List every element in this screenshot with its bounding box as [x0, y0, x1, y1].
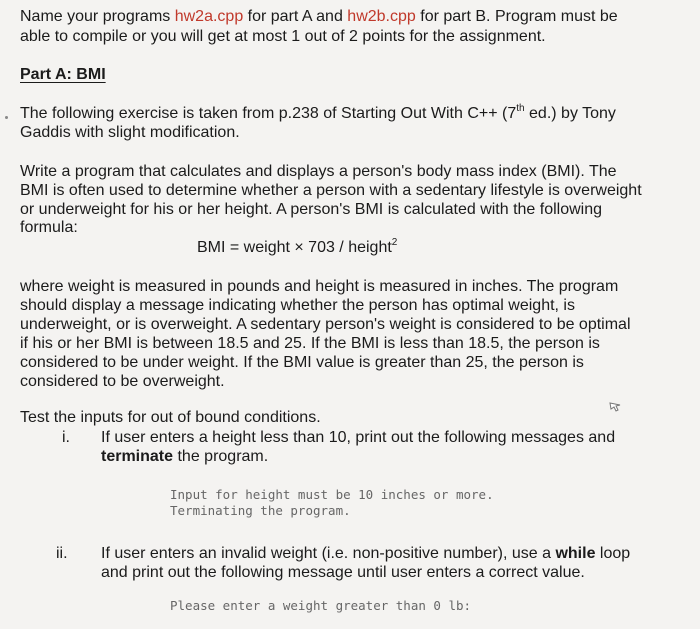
description-line-4: formula: — [20, 219, 78, 236]
source-text-a: The following exercise is taken from p.238 of Starting Out With C++ (7 — [20, 105, 517, 122]
superscript-th: th — [516, 102, 525, 114]
section-heading: Part A: BMI — [20, 66, 106, 83]
explanation-line-1: where weight is measured in pounds and height is measured in inches. The program — [20, 278, 619, 295]
explanation-line-2: should display a message indicating whether the person has optimal weight, is — [20, 297, 575, 314]
source-text-b: ed.) by Tony — [524, 105, 616, 122]
intro-text-1: Name your programs — [20, 8, 175, 25]
source-line-1 — [20, 102, 616, 124]
filename-part-a: hw2a.cpp — [174, 8, 244, 25]
formula-exponent: 2 — [391, 236, 398, 248]
item-ii-line-1-b: loop — [595, 545, 631, 562]
intro-text-3: for part B. Program must be — [415, 8, 618, 25]
explanation-line-3: underweight, or is overweight. A sedentary person's weight is considered to be optimal — [20, 316, 631, 333]
explanation-line-5: considered to be under weight. If the BMI value is greater than 25, the person is — [20, 354, 584, 371]
code-height-message-2: Terminating the program. — [170, 503, 351, 518]
bullet-dot — [5, 116, 8, 119]
code-height-message-1: Input for height must be 10 inches or more. — [170, 487, 494, 502]
item-i-line-2-rest: the program. — [173, 448, 269, 465]
bmi-formula — [197, 236, 398, 258]
intro-line-2: able to compile or you will get at most 1 out of 2 points for the assignment. — [20, 28, 546, 45]
item-ii-line-2: and print out the following message until user enters a correct value. — [101, 564, 585, 581]
mouse-pointer-icon — [608, 398, 622, 412]
intro-text-2: for part A and — [243, 8, 348, 25]
formula-text: BMI = weight × 703 / height — [197, 239, 392, 256]
item-ii-line-1-a: If user enters an invalid weight (i.e. non-positive number), use a — [101, 545, 556, 562]
item-i-line-2 — [101, 448, 268, 467]
item-ii-line-1 — [101, 545, 630, 564]
while-bold: while — [555, 545, 596, 562]
explanation-line-6: considered to be overweight. — [20, 373, 225, 390]
description-line-2: BMI is often used to determine whether a person with a sedentary lifestyle is overweight — [20, 182, 642, 199]
test-intro: Test the inputs for out of bound conditions. — [20, 409, 321, 426]
item-ii-marker: ii. — [56, 545, 68, 562]
description-line-1: Write a program that calculates and displays a person's body mass index (BMI). The — [20, 163, 617, 180]
description-line-3: or underweight for his or her height. A person's BMI is calculated with the following — [20, 201, 603, 218]
item-i-line-1: If user enters a height less than 10, print out the following messages and — [101, 429, 616, 446]
code-weight-prompt: Please enter a weight greater than 0 lb: — [170, 598, 472, 613]
explanation-line-4: if his or her BMI is between 18.5 and 25. If the BMI is less than 18.5, the person is — [20, 335, 600, 352]
source-line-2: Gaddis with slight modification. — [20, 124, 240, 141]
terminate-bold: terminate — [101, 448, 174, 465]
intro-line-1 — [20, 8, 618, 27]
item-i-marker: i. — [62, 429, 70, 446]
filename-part-b: hw2b.cpp — [347, 8, 416, 25]
